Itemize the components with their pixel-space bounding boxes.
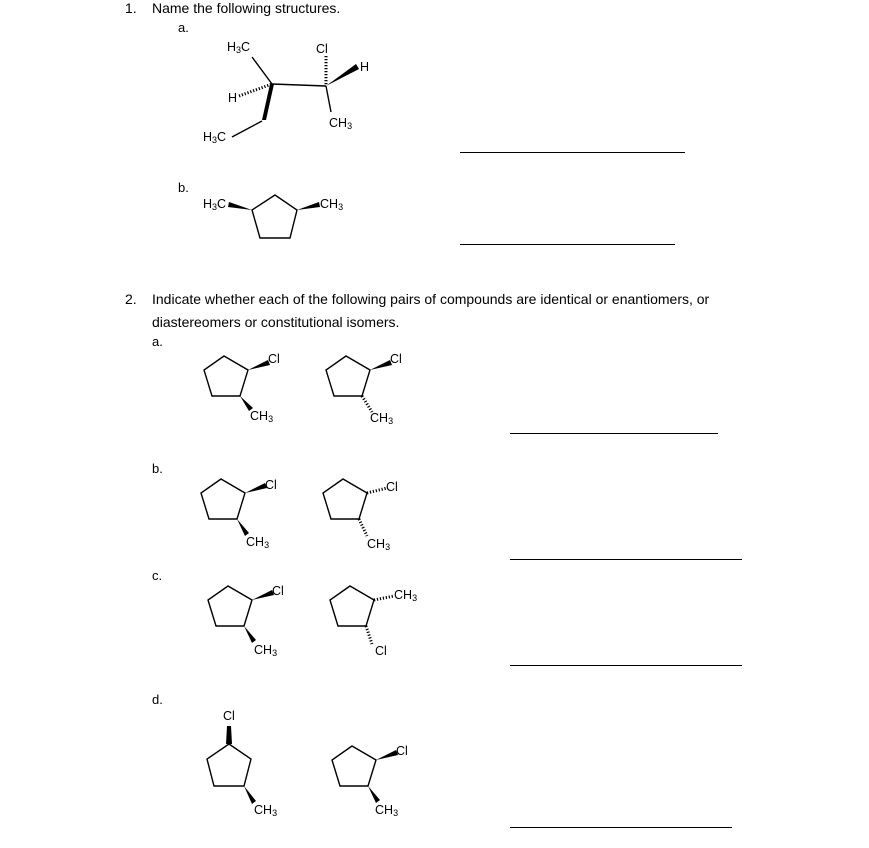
structure-2c-right xyxy=(330,586,394,644)
q2a-label: a. xyxy=(152,334,163,349)
atom-cl: Cl xyxy=(316,42,328,56)
atom-ch3: $CH_3$ xyxy=(254,643,278,658)
structure-2b-right xyxy=(323,479,387,536)
atom-h: H xyxy=(228,91,238,105)
q2-number: 2. xyxy=(125,291,137,307)
q2c-label: c. xyxy=(152,568,163,583)
atom-ch3: $CH_3$ xyxy=(254,803,278,818)
q1b-label: b. xyxy=(178,180,189,195)
q2-prompt-line2: diastereomers or constitutional isomers. xyxy=(152,314,400,330)
q2-prompt-line1: Indicate whether each of the following pairs of compounds are identical or enantiomers, or xyxy=(152,291,710,307)
q1-number: 1. xyxy=(125,0,137,16)
q2d-label: d. xyxy=(152,692,163,707)
atom-cl: Cl xyxy=(272,584,284,598)
atom-cl: Cl xyxy=(386,480,398,494)
atom-ch3: $CH_3$ xyxy=(375,803,399,818)
structure-2d-right xyxy=(332,746,398,803)
atom-ch3: $CH_3$ xyxy=(246,535,270,550)
q2b-label: b. xyxy=(152,461,163,476)
atom-cl: Cl xyxy=(268,352,280,366)
atom-cl: Cl xyxy=(375,644,387,658)
q1a-label: a. xyxy=(178,20,189,35)
atom-ch3: $CH_3$ xyxy=(370,411,394,426)
atom-h3c: $H_3C$ xyxy=(227,40,251,55)
atom-ch3: $CH_3$ xyxy=(367,537,391,552)
structure-2a-left xyxy=(204,356,270,411)
structure-1b xyxy=(228,195,320,238)
atom-ch3: $CH_3$ xyxy=(320,197,344,212)
structure-2b-left xyxy=(201,479,267,536)
q1-prompt: Name the following structures. xyxy=(152,0,341,16)
atom-cl: Cl xyxy=(396,744,408,758)
structure-2a-right xyxy=(326,356,392,412)
atom-h: H xyxy=(360,60,370,74)
atom-h3c: $H_3C$ xyxy=(203,197,227,212)
atom-ch3: $CH_3$ xyxy=(394,588,418,603)
atom-ch3: $CH_3$ xyxy=(250,409,274,424)
atom-cl: Cl xyxy=(390,352,402,366)
atom-cl: Cl xyxy=(265,478,277,492)
structure-2d-left xyxy=(207,726,256,804)
atom-h3c: $H_3C$ xyxy=(203,130,227,145)
atom-cl: Cl xyxy=(223,709,235,723)
structure-2c-left xyxy=(208,586,274,643)
atom-ch3: $CH_3$ xyxy=(329,116,353,131)
